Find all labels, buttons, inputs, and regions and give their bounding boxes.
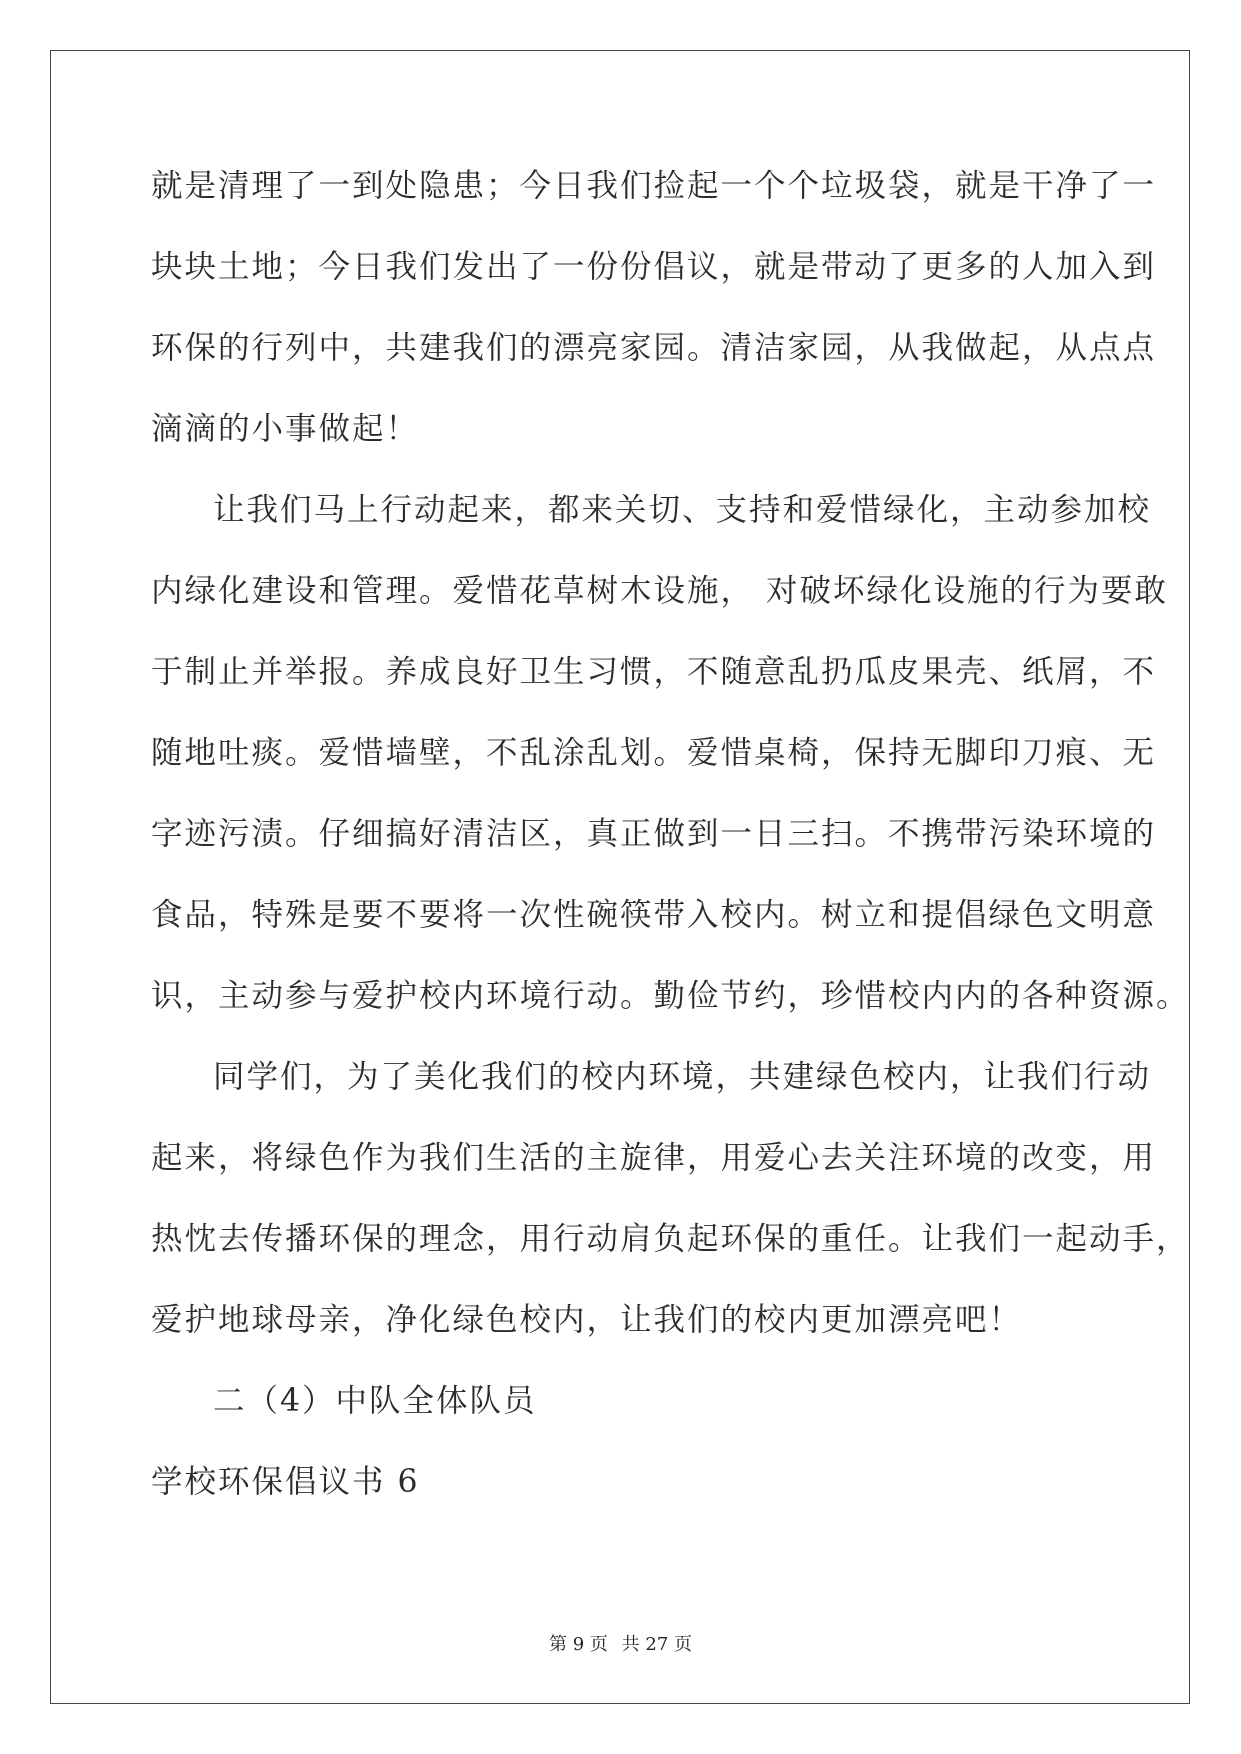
- text-line: 环保的行列中，共建我们的漂亮家园。清洁家园，从我做起，从点点: [151, 330, 1157, 366]
- document-body: [151, 160, 1190, 1537]
- text-line: 识，主动参与爱护校内环境行动。勤俭节约，珍惜校内内的各种资源。: [151, 978, 1190, 1014]
- text-line: 同学们，为了美化我们的校内环境，共建绿色校内，让我们行动: [213, 1059, 1152, 1095]
- page-footer: [0, 1630, 1241, 1656]
- text-line: 让我们马上行动起来，都来关切、支持和爱惜绿化，主动参加校: [213, 492, 1152, 528]
- text-line: 随地吐痰。爱惜墙壁，不乱涂乱划。爱惜桌椅，保持无脚印刀痕、无: [151, 735, 1157, 771]
- text-line: 于制止并举报。养成良好卫生习惯，不随意乱扔瓜皮果壳、纸屑，不: [151, 654, 1157, 690]
- text-line: 滴滴的小事做起！: [151, 411, 420, 447]
- text-line: 块块土地；今日我们发出了一份份倡议，就是带动了更多的人加入到: [151, 249, 1157, 285]
- text-line: 字迹污渍。仔细搞好清洁区，真正做到一日三扫。不携带污染环境的: [151, 816, 1157, 852]
- signature-line: 二（4）中队全体队员: [213, 1383, 537, 1419]
- page-total: 共 27 页: [621, 1634, 692, 1655]
- text-line: 食品，特殊是要不要将一次性碗筷带入校内。树立和提倡绿色文明意: [151, 897, 1157, 933]
- text-line: 爱护地球母亲，净化绿色校内，让我们的校内更加漂亮吧！: [151, 1302, 1023, 1338]
- text-line: 就是清理了一到处隐患；今日我们捡起一个个垃圾袋，就是干净了一: [151, 168, 1157, 204]
- text-line: 内绿化建设和管理。爱惜花草树木设施， 对破坏绿化设施的行为要敢: [151, 573, 1169, 609]
- text-line: 起来，将绿色作为我们生活的主旋律，用爱心去关注环境的改变，用: [151, 1140, 1157, 1176]
- section-heading: 学校环保倡议书 6: [151, 1464, 420, 1500]
- text-line: 热忱去传播环保的理念，用行动肩负起环保的重任。让我们一起动手，: [151, 1221, 1190, 1257]
- page-number: 第 9 页: [549, 1634, 608, 1655]
